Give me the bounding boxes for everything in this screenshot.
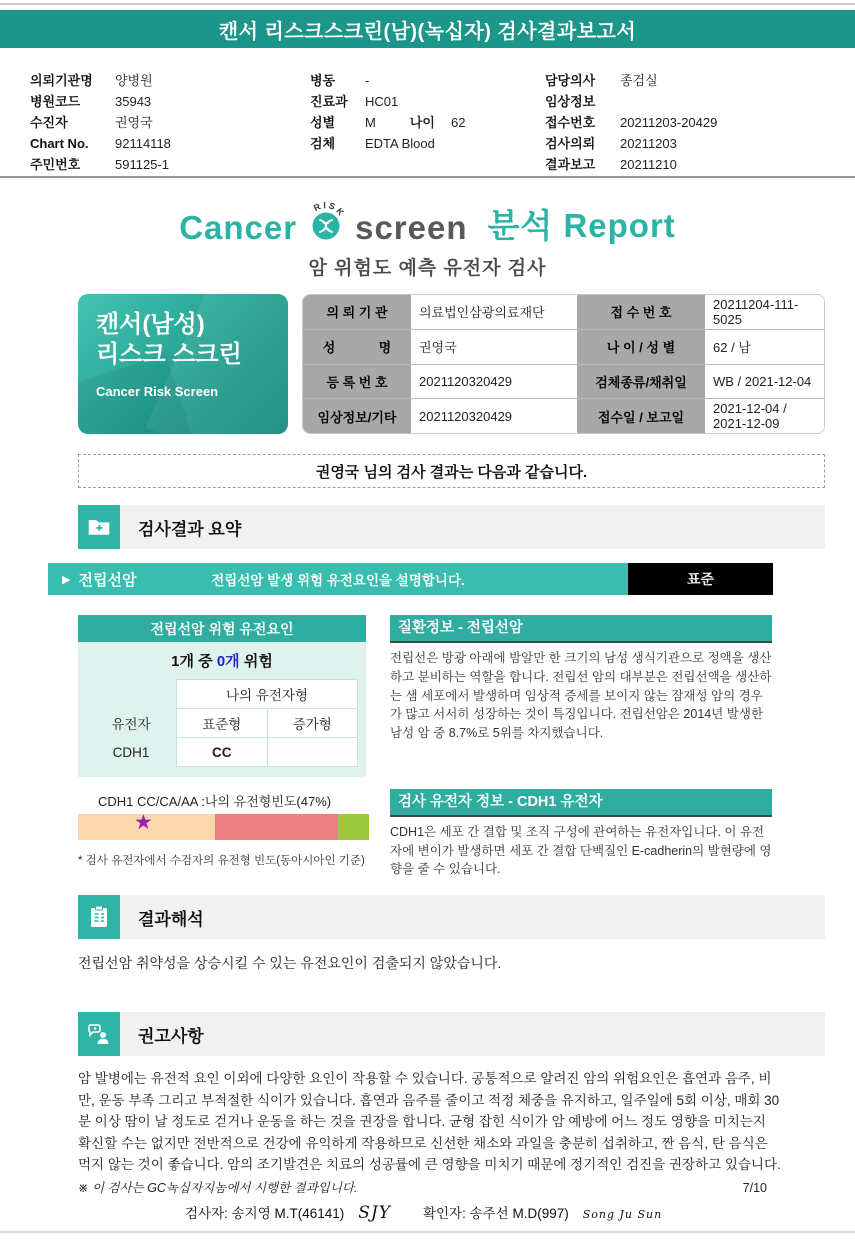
logo-word-cancer: Cancer [179,209,298,246]
notice-text: 권영국 님의 검사 결과는 다음과 같습니다. [315,463,588,481]
info-value: 2021120320429 [411,365,577,400]
disease-info-body: 전립선은 방광 아래에 밤알만 한 크기의 남성 생식기관으로 정액을 생산하고 분비하는 역할을 합니다. 전립선 암의 대부분은 전립선액을 생산하는 샘 세포에서 발생하며 임상적 증세를 보이지 않는 잠재성 암의 경우가 많고 서서히 성장하는 것이 특징입니다. 전립선암은 2014년 발생한 남성 암 중 8.7%로 5위를 차지했습니다. [390,651,772,740]
prostate-bar-body [48,563,628,595]
gene-info-title: 검사 유전자 정보 - CDH1 유전자 [390,789,772,817]
cancer-name: 전립선암 [78,571,137,589]
bottom-rule [0,1231,855,1233]
footer-line-2 [185,1202,855,1223]
logo-word-report: 분석 Report [487,207,676,244]
patient-field [545,154,717,175]
field-label: 검사의뢰 [545,136,596,151]
field-label: 검체 [310,136,336,151]
field-label: 의뢰기관명 [30,73,93,88]
increase-col-header: 증가형 [267,709,358,738]
patient-field [545,133,717,154]
field-value: - [365,73,370,88]
card-caption: Cancer Risk Screen [96,384,219,399]
info-panels [390,615,772,879]
info-value: 2021-12-04 / 2021-12-09 [705,399,824,433]
info-label: 등 록 번 호 [303,365,411,400]
field-value: M [365,115,376,130]
field-label: Chart No. [30,136,89,151]
risk-count-line [86,649,358,675]
verifier-label: 확인자: 송주선 M.D(997) [422,1206,569,1221]
section-title: 결과해석 [138,909,204,929]
info-label: 의 뢰 기 관 [303,295,411,330]
field-value: 20211203 [620,136,677,151]
summary-card-row [78,294,825,434]
prostate-cancer-bar [48,563,773,595]
patient-field [30,133,171,154]
risk-factor-panel [78,615,366,868]
patient-col-1 [30,70,171,175]
field-value: 양병원 [115,73,153,88]
my-genotype-header: 나의 유전자형 [177,680,358,709]
empty-cell [86,680,177,709]
patient-col-3 [545,70,717,175]
info-value: 2021120320429 [411,399,577,433]
info-value: 20211204-111-5025 [705,295,824,330]
header-divider [0,176,855,178]
footer-line-1 [78,1178,825,1196]
recommendation-body: 암 발병에는 유전적 요인 이외에 다양한 요인이 작용할 수 있습니다. 공통적으로 알려진 암의 위험요인은 흡연과 음주, 비만, 운동 부족 그리고 부적절한 식이가 있습니다. 흡연과 음주를 줄이고 적정 체중을 유지하고, 일주일에 5회 이상, 매회 30분 이상 땀이 날 정도로 걷거나 운동을 하는 것을 권장을 합니다. 균형 잡힌 식이가 암 예방에 어느 정도 영향을 미치는지 확신할 수는 없지만 전반적으로 건강에 유익하게 작용하므로 신선한 채소와 과일을 충분히 섭취하고, 짠 음식, 탄 음식은 먹지 않는 것이 좋습니다. 암의 조기발견은 치료의 성공률에 큰 영향을 미치기 때문에 정기적인 검진을 권장하고 있습니다. [78,1071,781,1173]
field-value: HC01 [365,94,399,109]
info-value: 62 / 남 [705,330,824,365]
table-row [303,295,824,330]
field-label: 임상정보 [545,94,596,109]
table-row [303,330,824,365]
svg-text:RISK: RISK [312,200,348,219]
frequency-footnote: * 검사 유전자에서 수검자의 유전형 빈도(동아시아인 기준) [78,855,365,867]
gene-col-header: 유전자 [111,717,151,732]
prostate-bar-desc: 전립선암 발생 위험 유전요인을 설명합니다. [211,573,465,588]
page-number: 7/10 [742,1181,767,1195]
patient-field [30,70,171,91]
interpretation-body: 전립선암 취약성을 상승시킬 수 있는 유전요인이 검출되지 않았습니다. [78,955,502,971]
report-footer [0,1178,855,1223]
report-title-bar [0,10,855,48]
patient-field [310,112,465,133]
field-value: 20211203-20429 [620,115,718,130]
result-notice-box [78,454,825,488]
dna-risk-icon [303,196,349,247]
recommendation-section-header [78,1012,825,1056]
patient-field [30,112,171,133]
field-value: 591125-1 [115,157,169,172]
patient-col-2 [310,70,465,154]
patient-field [310,70,465,91]
info-label: 임상정보/기타 [303,399,411,433]
prostate-bar-name [62,569,136,590]
risk-panel-title: 전립선암 위험 유전요인 [78,615,366,642]
count-prefix: 1개 중 [171,653,217,670]
info-label: 나 이 / 성 별 [577,330,705,365]
standard-col-header: 표준형 [177,709,268,738]
play-triangle-icon: ▶ [62,573,71,586]
genotype-table [86,679,358,767]
order-info-table [302,294,825,434]
field-label: 병동 [310,73,336,88]
genotype-empty [267,738,358,767]
field-label: 병원코드 [30,94,81,109]
logo-word-screen: screen [355,209,468,246]
patient-field [545,70,717,91]
field-label: 담당의사 [545,73,596,88]
info-value: 권영국 [411,330,577,365]
top-rule [0,3,855,5]
frequency-label: CDH1 CC/CA/AA :나의 유전형빈도(47%) [98,794,332,809]
field-label: 나이 [409,115,435,130]
field-value: 35943 [115,94,152,109]
section-title: 검사결과 요약 [138,519,242,539]
patient-field [310,133,465,154]
cancer-risk-screen-card [78,294,288,434]
genotype-frequency-bar [78,811,369,840]
lab-note: ※ 이 검사는 GC녹십자지놈에서 시행한 결과입니다. [78,1181,358,1195]
person-speech-icon [78,1012,120,1056]
bar-segment-high [338,814,369,840]
field-value: EDTA Blood [365,136,435,151]
examiner-label: 검사자: 송지영 M.T(46141) [185,1206,345,1221]
gene-info-body: CDH1은 세포 간 결합 및 조직 구성에 관여하는 유전자입니다. 이 유전자에 변이가 발생하면 세포 간 결합 단백질인 E-cadherin의 발현량에 영향을 줄 수 있습니다. [390,824,772,877]
genotype-value: CC [177,738,268,767]
field-label: 주민번호 [30,157,81,172]
field-value: 종검실 [620,73,658,88]
count-suffix: 위험 [239,653,273,670]
verifier-signature: Song Ju Sun [582,1208,663,1221]
info-label: 접 수 번 호 [577,295,705,330]
info-value: 의료법인삼광의료재단 [411,295,577,330]
info-label: 검체종류/채취일 [577,365,705,400]
report-title: 캔서 리스크스크린(남)(녹십자) 검사결과보고서 [218,20,637,43]
clipboard-icon [78,895,120,939]
card-title-line1: 캔서(남성) [96,311,205,338]
field-label: 결과보고 [545,157,596,172]
field-label: 수진자 [30,115,68,130]
logo-subtitle: 암 위험도 예측 유전자 검사 [308,258,547,279]
patient-field [545,91,717,112]
table-row [86,738,358,767]
table-row [303,365,824,400]
examiner-signature: SJY [358,1203,391,1223]
disease-info-title: 질환정보 - 전립선암 [390,615,772,643]
info-label: 접수일 / 보고일 [577,399,705,433]
patient-field [310,91,465,112]
star-marker-icon: ★ [134,811,153,834]
patient-header [30,70,825,170]
risk-level-badge: 표준 [628,563,773,595]
bar-segment-mid [215,814,339,840]
table-row [86,680,358,709]
field-label: 진료과 [310,94,348,109]
gene-name: CDH1 [112,744,150,760]
field-value: 92114118 [115,136,171,151]
table-row [86,709,358,738]
count-highlight: 0개 [216,653,240,670]
info-value: WB / 2021-12-04 [705,365,824,400]
field-value: 권영국 [115,115,153,130]
section-title: 권고사항 [138,1026,204,1046]
card-title-line2: 리스크 스크린 [96,341,242,368]
field-label: 접수번호 [545,115,596,130]
detail-columns [78,615,772,879]
field-value: 62 [450,115,466,130]
field-value: 20211210 [620,157,677,172]
patient-field [30,154,171,175]
brand-logo [0,196,855,280]
patient-field [545,112,717,133]
info-label: 성 명 [303,330,411,365]
summary-section-header [78,505,825,549]
field-label: 성별 [310,115,336,130]
risk-panel-body [78,642,366,777]
patient-field [30,91,171,112]
table-row [303,399,824,433]
folder-plus-icon [78,505,120,549]
interpretation-section-header [78,895,825,939]
